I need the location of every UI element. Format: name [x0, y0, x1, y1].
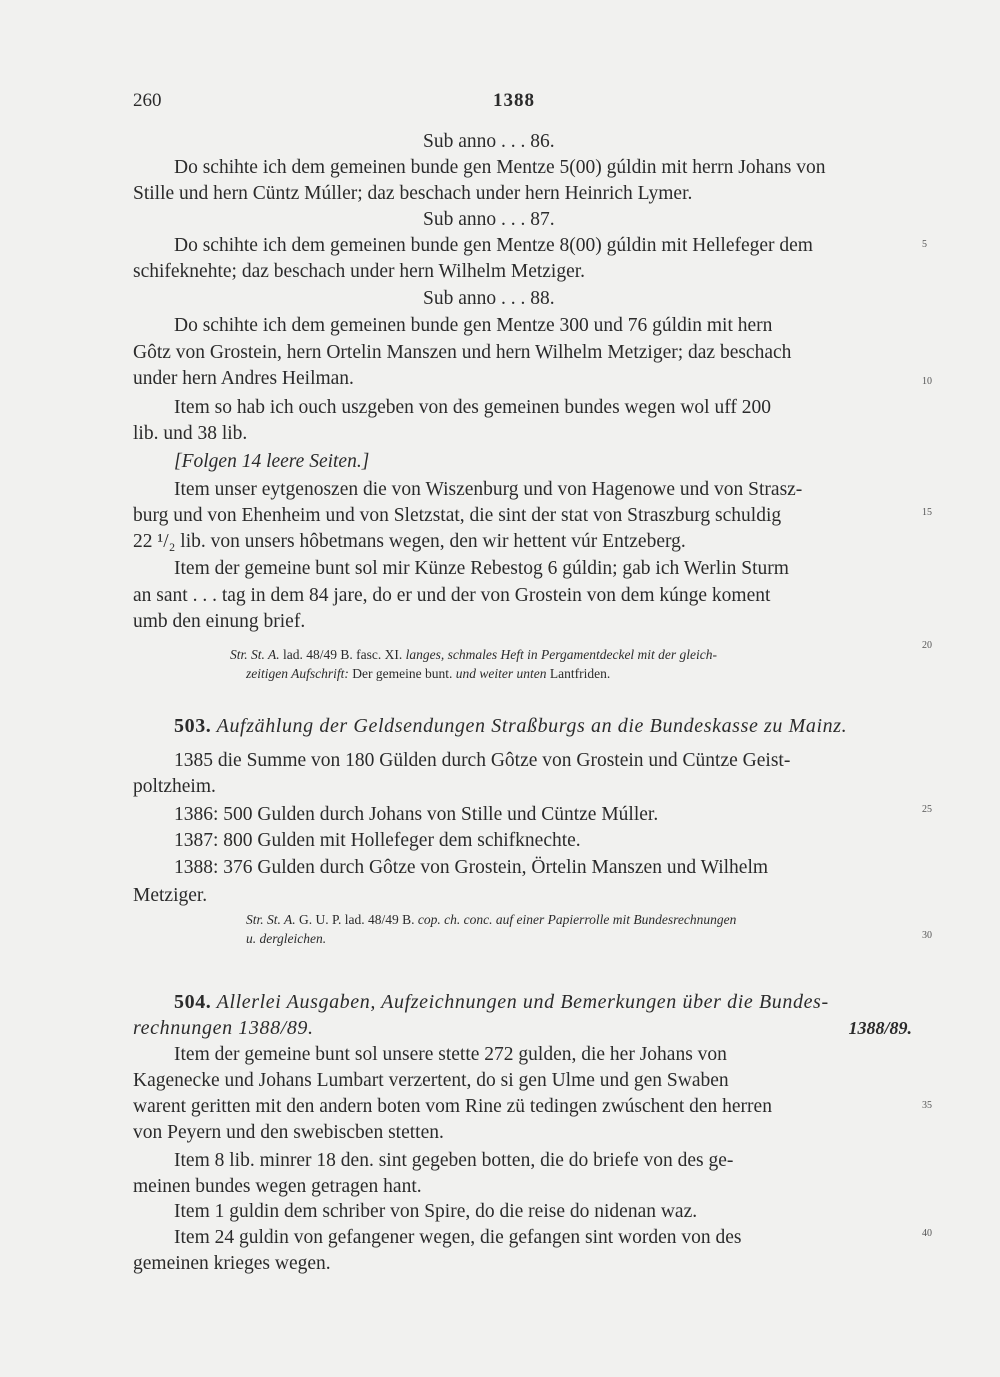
source-description: langes, schmales Heft in Pergamentdeckel mit der gleich-: [405, 647, 718, 662]
source-note: [246, 665, 610, 683]
text-line: Item 1 guldin dem schriber von Spire, do die reise do nidenan waz.: [174, 1201, 698, 1222]
section-number: 503.: [174, 715, 212, 737]
section-number: 504.: [174, 991, 212, 1013]
margin-line-number: 20: [922, 640, 932, 651]
text-line: Gôtz von Grostein, hern Ortelin Manszen und hern Wilhelm Metziger; daz beschach: [133, 342, 792, 363]
text-line: Do schihte ich dem gemeinen bunde gen Mentze 5(00) gúldin mit herrn Johans von: [174, 157, 826, 178]
text-line: an sant . . . tag in dem 84 jare, do er und der von Grostein von dem kúnge koment: [133, 585, 771, 606]
section-heading-504: [174, 990, 829, 1014]
section-title: Aufzählung der Geldsendungen Straßburgs an die Bundeskasse zu Mainz.: [211, 715, 848, 737]
text-line: Do schihte ich dem gemeinen bunde gen Mentze 8(00) gúldin mit Hellefeger dem: [174, 235, 813, 256]
text-line: Item 24 guldin von gefangener wegen, die gefangen sint worden von des: [174, 1227, 742, 1248]
margin-line-number: 5: [922, 239, 927, 250]
section-title: Allerlei Ausgaben, Aufzeichnungen und Bemerkungen über die Bundes-: [211, 991, 829, 1013]
page-number: 260: [133, 90, 162, 111]
text-line: Item der gemeine bunt sol unsere stette 272 gulden, die her Johans von: [174, 1044, 727, 1065]
text-line: Kagenecke und Johans Lumbart verzertent, do si gen Ulme und gen Swaben: [133, 1070, 729, 1091]
text-line: von Peyern und den swebiscben stetten.: [133, 1122, 444, 1143]
source-archive: Str. St. A.: [230, 647, 280, 662]
source-signature: lad. 48/49 B. fasc. XI.: [279, 647, 406, 662]
source-note: [246, 911, 736, 929]
text-line: 1388: 376 Gulden durch Gôtze von Grostein, Örtelin Manszen und Wilhelm: [174, 857, 769, 878]
margin-line-number: 15: [922, 507, 932, 518]
text-line: schifeknehte; daz beschach under hern Wilhelm Metziger.: [133, 261, 586, 282]
section-heading-503: [174, 714, 847, 738]
text-line: Metziger.: [133, 885, 208, 906]
text-line: 22 ¹/₂ lib. von unsers hôbetmans wegen, den wir hettent vúr Entzeberg.: [133, 531, 686, 552]
margin-line-number: 40: [922, 1228, 932, 1239]
text-line: Stille und hern Cüntz Múller; daz beschach under hern Heinrich Lymer.: [133, 183, 693, 204]
text-line: Item 8 lib. minrer 18 den. sint gegeben botten, die do briefe von des ge-: [174, 1150, 734, 1171]
text-line: Sub anno . . . 86.: [423, 131, 555, 152]
source-archive: Str. St. A.: [246, 912, 296, 927]
text-line: meinen bundes wegen getragen hant.: [133, 1176, 422, 1197]
source-description: und weiter unten: [455, 666, 547, 681]
text-line: Sub anno . . . 87.: [423, 209, 555, 230]
text-line: Do schihte ich dem gemeinen bunde gen Mentze 300 und 76 gúldin mit hern: [174, 315, 773, 336]
margin-line-number: 10: [922, 376, 932, 387]
section-title-continued: rechnungen 1388/89.: [133, 1017, 314, 1039]
text-line: warent geritten mit den andern boten vom Rine zü tedingen zwúschent den herren: [133, 1096, 772, 1117]
margin-line-number: 30: [922, 930, 932, 941]
text-line: poltzheim.: [133, 776, 216, 797]
text-line: under hern Andres Heilman.: [133, 368, 354, 389]
section-date: 1388/89.: [848, 1018, 912, 1038]
source-inscription: Lantfriden.: [546, 666, 611, 681]
text-line: Sub anno . . . 88.: [423, 288, 555, 309]
editorial-note: [Folgen 14 leere Seiten.]: [174, 451, 370, 472]
source-description: zeitigen Aufschrift:: [246, 666, 349, 681]
text-line: umb den einung brief.: [133, 611, 306, 632]
running-head-year: 1388: [493, 90, 535, 111]
text-line: 1385 die Summe von 180 Gülden durch Gôtze von Grostein und Cüntze Geist-: [174, 750, 791, 771]
source-signature: G. U. P. lad. 48/49 B.: [295, 912, 418, 927]
source-description: cop. ch. conc. auf einer Papierrolle mit Bundesrechnungen: [417, 912, 737, 927]
text-line: Item unser eytgenoszen die von Wiszenburg und von Hagenowe und von Strasz-: [174, 479, 803, 500]
text-line: gemeinen krieges wegen.: [133, 1253, 331, 1274]
text-line: lib. und 38 lib.: [133, 423, 248, 444]
source-inscription: Der gemeine bunt.: [348, 666, 456, 681]
text-line: 1387: 800 Gulden mit Hollefeger dem schifknechte.: [174, 830, 581, 851]
text-line: 1386: 500 Gulden durch Johans von Stille und Cüntze Múller.: [174, 804, 659, 825]
margin-line-number: 25: [922, 804, 932, 815]
source-note: u. dergleichen.: [246, 931, 327, 946]
text-line: Item so hab ich ouch uszgeben von des gemeinen bundes wegen wol uff 200: [174, 397, 771, 418]
text-line: burg und von Ehenheim und von Sletzstat, die sint der stat von Straszburg schuldig: [133, 505, 782, 526]
margin-line-number: 35: [922, 1100, 932, 1111]
source-note: [230, 646, 717, 664]
text-line: Item der gemeine bunt sol mir Künze Rebestog 6 gúldin; gab ich Werlin Sturm: [174, 558, 789, 579]
